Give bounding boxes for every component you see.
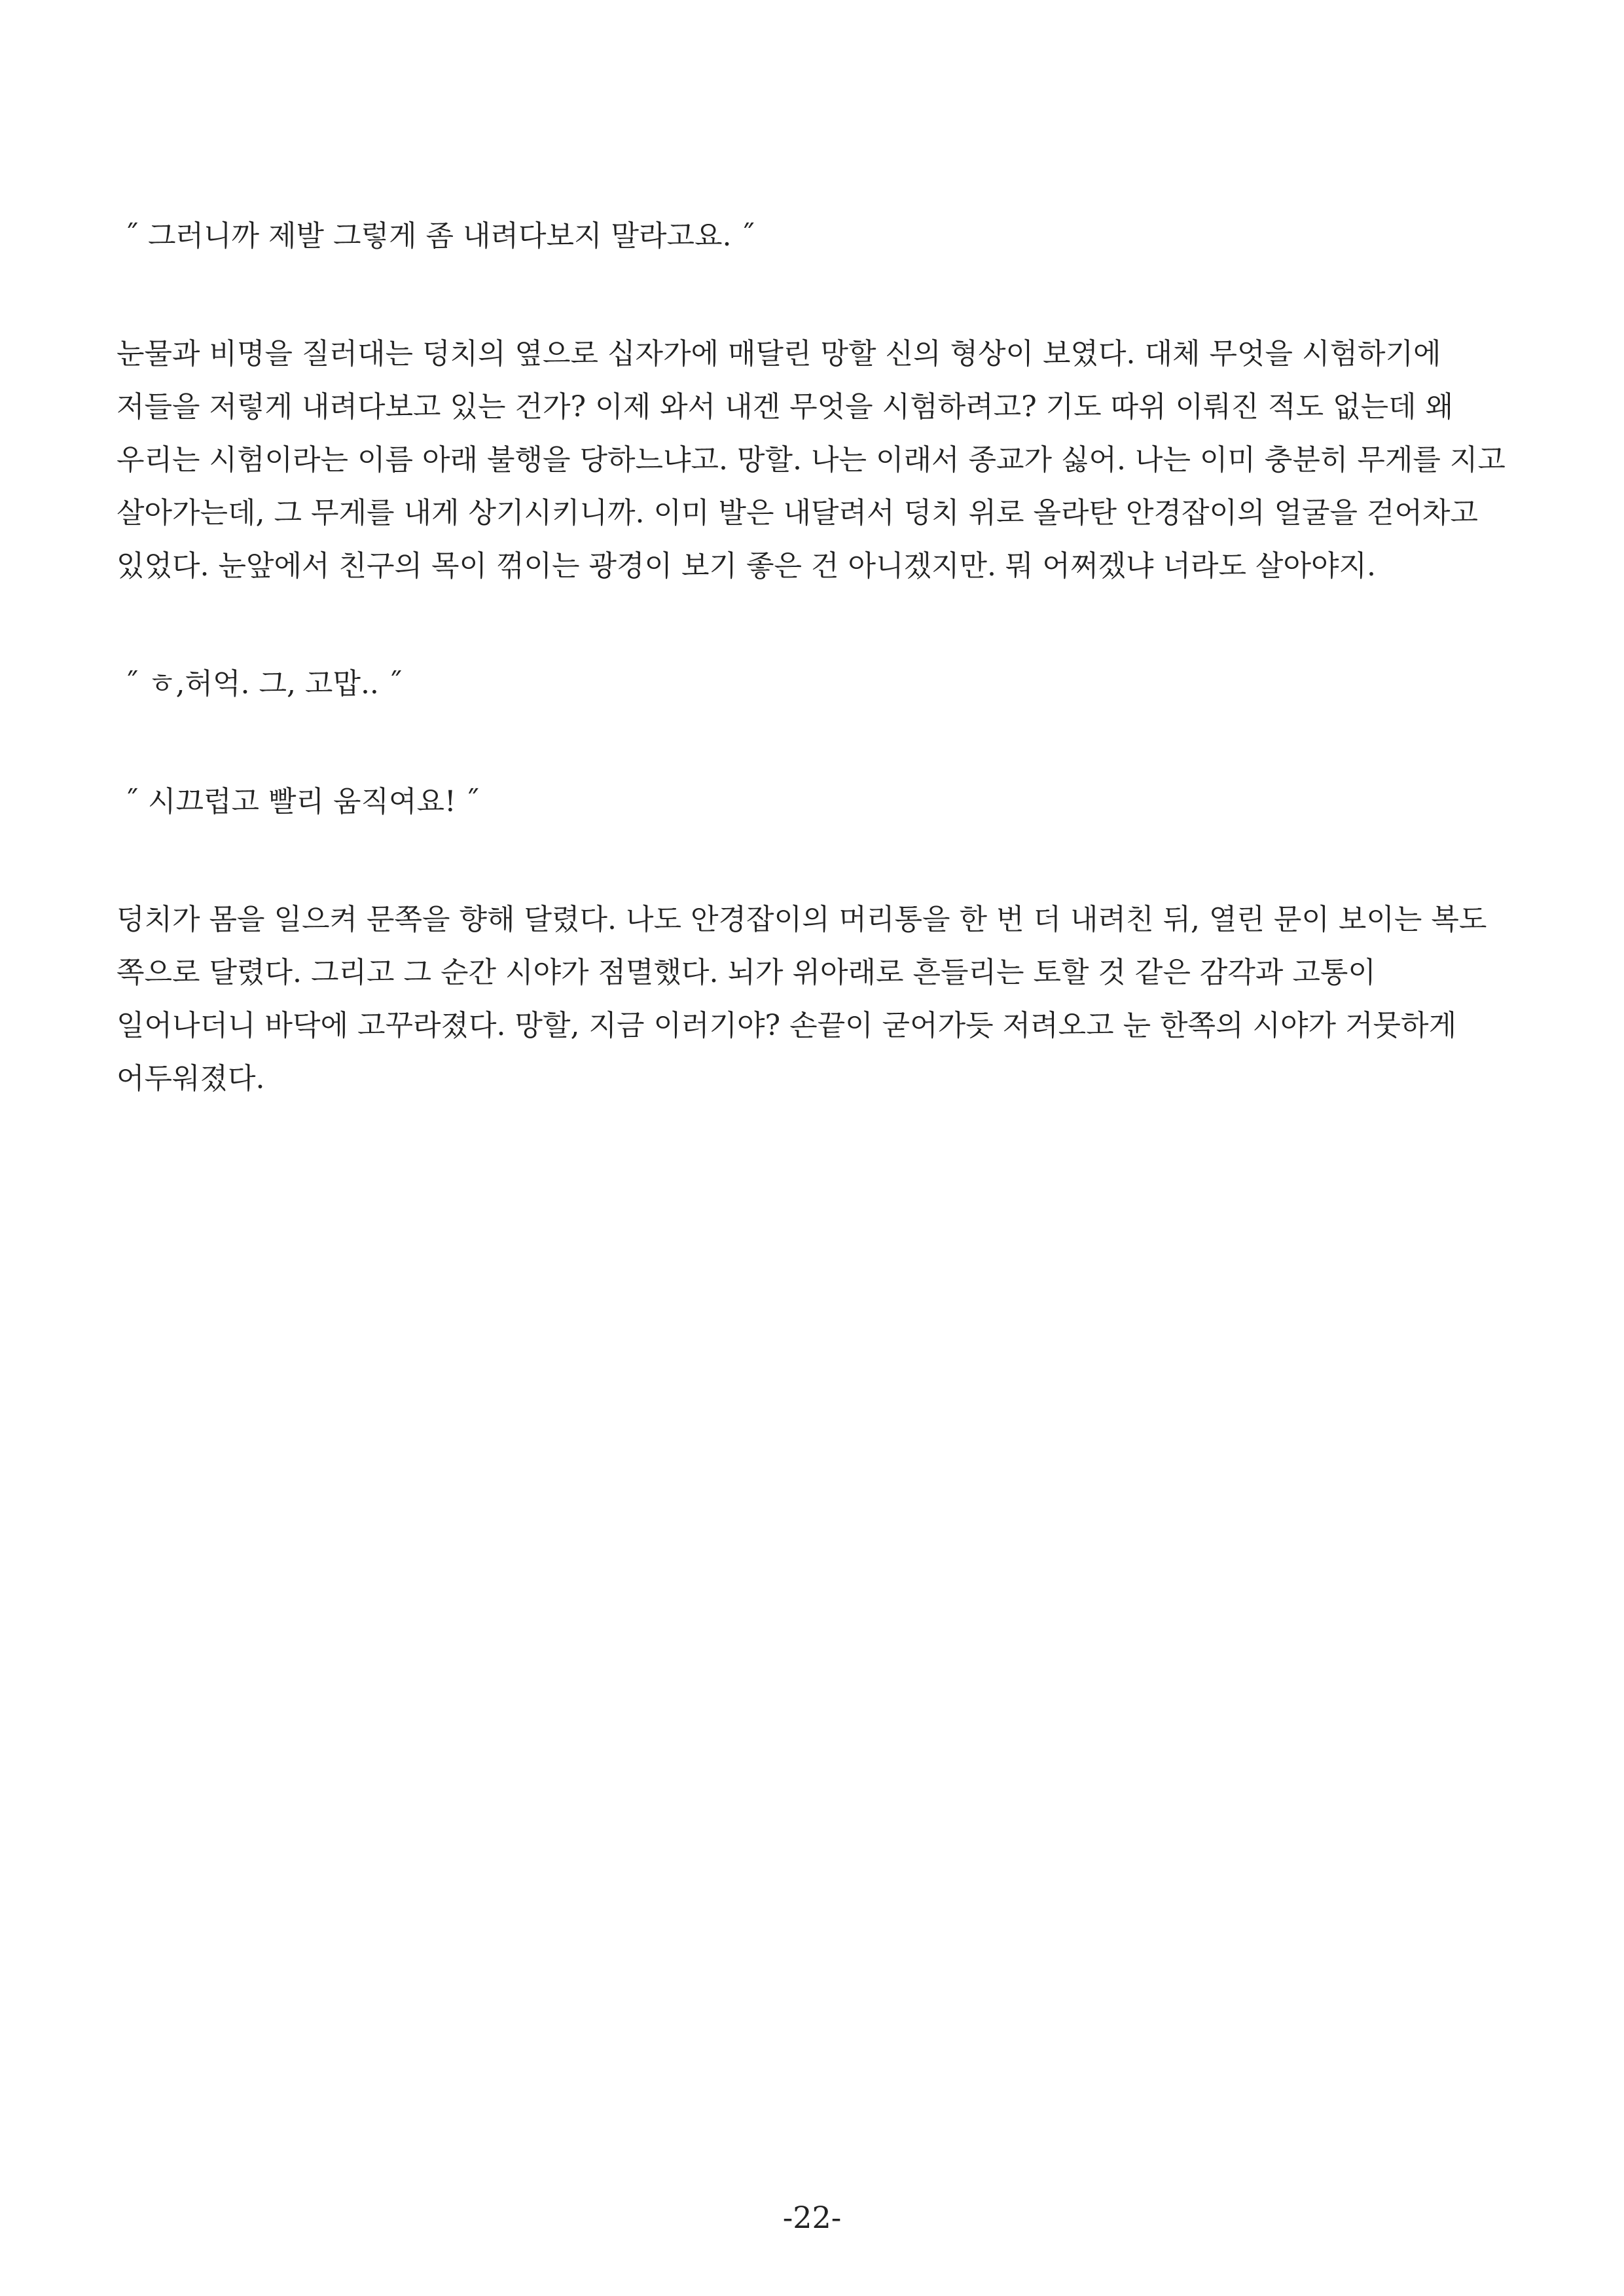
page-number: -22- <box>782 2200 842 2235</box>
dialogue-line: ˝ ㅎ,허억. 그, 고맙.. ˝ <box>124 667 403 701</box>
dialogue-line: ˝ 시끄럽고 빨리 움직여요! ˝ <box>124 785 480 818</box>
document-body <box>117 210 1514 1105</box>
dialogue-line: ˝ 그러니까 제발 그렇게 좀 내려다보지 말라고요. ˝ <box>124 219 755 253</box>
narration-paragraph: 눈물과 비명을 질러대는 덩치의 옆으로 십자가에 매달린 망할 신의 형상이 보였다. 대체 무엇을 시험하기에 저들을 저렇게 내려다보고 있는 건가? 이제 와서 내겐 무엇을 시험하려고? 기도 따위 이뤄진 적도 없는데 왜 우리는 시험이라는 이름 아래 불행을 당하느냐고. 망할. 나는 이래서 종교가 싫어. 나는 이미 충분히 무게를 지고 살아가는데, 그 무게를 내게 상기시키니까. 이미 발은 내달려서 덩치 위로 올라탄 안경잡이의 얼굴을 걷어차고 있었다. 눈앞에서 친구의 목이 꺾이는 광경이 보기 좋은 건 아니겠지만. 뭐 어쩌겠냐 너라도 살아야지. <box>117 337 1506 583</box>
narration-paragraph: 덩치가 몸을 일으켜 문쪽을 향해 달렸다. 나도 안경잡이의 머리통을 한 번 더 내려친 뒤, 열린 문이 보이는 복도 쪽으로 달렸다. 그리고 그 순간 시야가 점멸했다. 뇌가 위아래로 흔들리는 토할 것 같은 감각과 고통이 일어나더니 바닥에 고꾸라졌다. 망할, 지금 이러기야? 손끝이 굳어가듯 저려오고 눈 한쪽의 시야가 거뭇하게 어두워졌다. <box>117 903 1487 1095</box>
